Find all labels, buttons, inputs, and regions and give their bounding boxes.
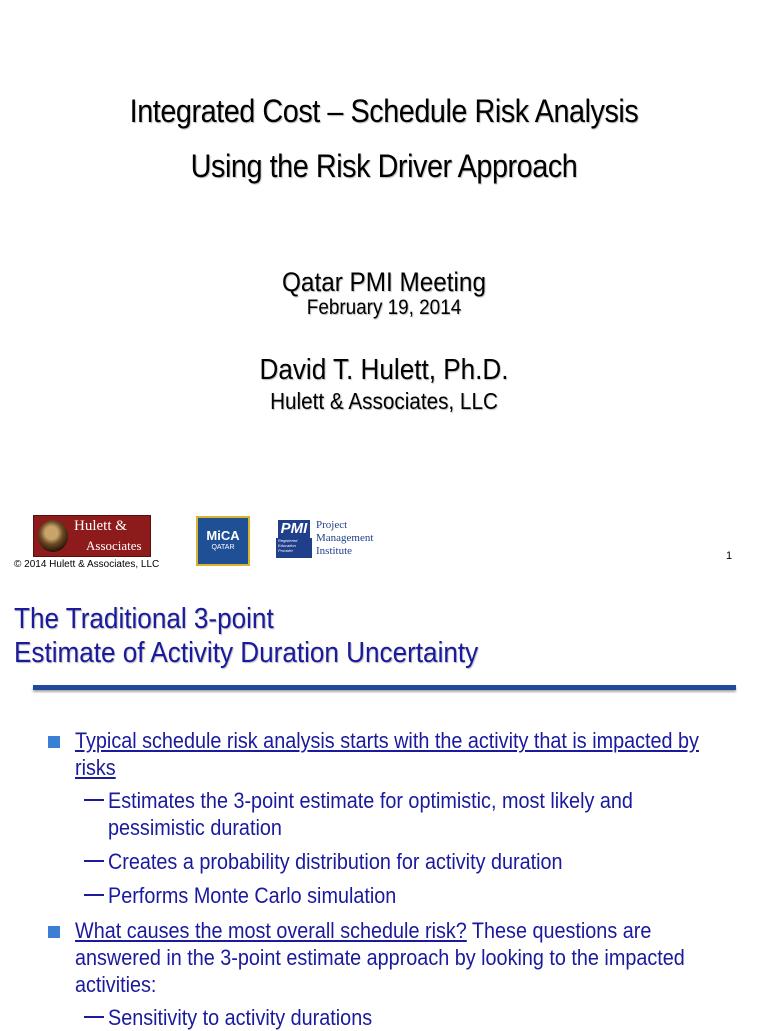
slide-title-line-2: Estimate of Activity Duration Uncertainty <box>14 637 479 669</box>
mica-logo-text: MiCA <box>206 528 240 543</box>
sub-bullet: Sensitivity to activity durations <box>108 1005 373 1030</box>
pmi-institute-text <box>316 519 373 558</box>
pmi-line: Project <box>316 519 348 531</box>
pmi-line: Institute <box>316 545 353 557</box>
dash-bullet-icon <box>84 1016 104 1018</box>
pmi-line: Management <box>316 532 374 544</box>
dash-bullet-icon <box>84 894 104 896</box>
square-bullet-icon <box>48 926 60 938</box>
copyright-notice: © 2014 Hulett & Associates, LLC <box>14 559 160 570</box>
bullet-2-text: These questions are answered in the 3-point estimate approach by looking to the impacted activities: <box>75 918 685 997</box>
bullet-1-text: Typical schedule risk analysis starts with the activity that is impacted by risks <box>75 728 699 780</box>
sub-bullet: Estimates the 3-point estimate for optimistic, most likely and pessimistic duration <box>108 788 633 840</box>
slide-title-line-1: The Traditional 3-point <box>14 603 274 635</box>
square-bullet-icon <box>48 736 60 748</box>
author-org: Hulett & Associates, LLC <box>270 388 498 414</box>
hulett-logo-text: Hulett & <box>74 518 127 534</box>
associates-logo-text: Associates <box>86 538 142 553</box>
pmi-rep-line: Registered <box>278 538 298 543</box>
page-number: 1 <box>726 550 733 562</box>
title-divider <box>33 685 736 690</box>
hulett-associates-logo <box>33 515 151 557</box>
bullet-2-question: What causes the most overall schedule risk? <box>75 918 467 943</box>
pmi-rep-badge <box>276 538 312 558</box>
title-line-2: Using the Risk Driver Approach <box>190 148 578 184</box>
pmi-mark-icon: PMI <box>278 520 310 538</box>
pmi-rep-line: Education <box>278 543 296 548</box>
mica-qatar-logo <box>196 516 250 566</box>
dash-bullet-icon <box>84 860 104 862</box>
event-date: February 19, 2014 <box>306 296 462 319</box>
pmi-rep-line: Provider <box>278 548 293 553</box>
qatar-logo-text: QATAR <box>211 544 235 551</box>
author-name: David T. Hulett, Ph.D. <box>259 354 509 386</box>
dash-bullet-icon <box>84 799 104 801</box>
title-line-1: Integrated Cost – Schedule Risk Analysis <box>129 93 639 129</box>
slide-title <box>14 602 478 670</box>
content-slide <box>0 580 768 1030</box>
sub-bullet: Creates a probability distribution for activity duration <box>108 849 563 874</box>
pmi-logo <box>276 520 372 562</box>
sub-bullet: Performs Monte Carlo simulation <box>108 883 397 908</box>
event-name: Qatar PMI Meeting <box>282 267 486 297</box>
bullet-1 <box>75 727 741 781</box>
bullet-2 <box>75 917 741 998</box>
hulett-emblem-icon <box>38 520 68 552</box>
